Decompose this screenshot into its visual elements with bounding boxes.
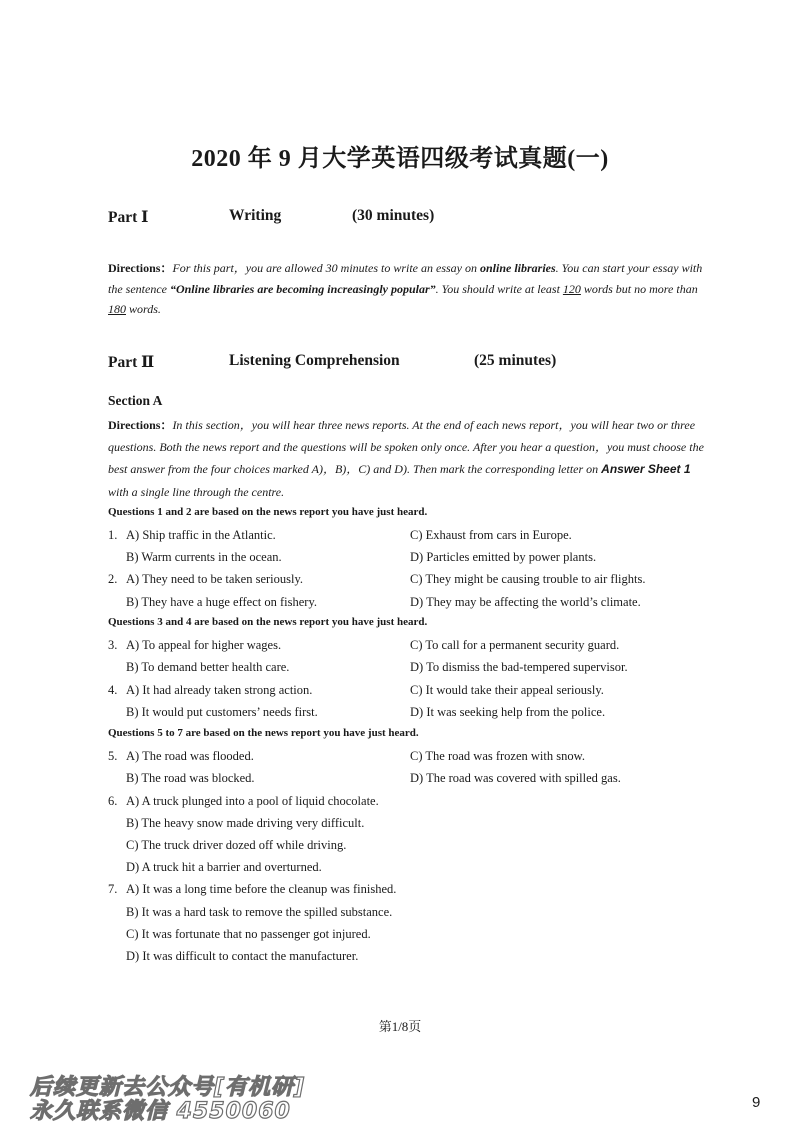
section-heading: Section A xyxy=(108,393,163,408)
option-a: A) To appeal for higher wages. xyxy=(126,638,282,652)
directions-text: For this part，you are allowed 30 minutes to write an essay on xyxy=(172,261,480,275)
part1-heading xyxy=(0,207,800,229)
question-number: 5. xyxy=(108,749,118,763)
option-d: D) A truck hit a barrier and overturned. xyxy=(126,860,322,874)
directions-text: words. xyxy=(126,302,161,316)
option-a: A) It had already taken strong action. xyxy=(126,683,313,697)
option-c: C) The truck driver dozed off while driving. xyxy=(126,838,347,852)
question-number: 7. xyxy=(108,882,118,896)
directions-text: . You should write at least xyxy=(435,281,563,296)
option-d: D) They may be affecting the world’s climate. xyxy=(410,595,641,609)
option-b: B) It was a hard task to remove the spilled substance. xyxy=(126,905,393,919)
option-c: C) They might be causing trouble to air flights. xyxy=(410,572,646,586)
question-number: 3. xyxy=(108,638,118,652)
directions-text: words but no more than xyxy=(580,281,698,296)
option-a: A) It was a long time before the cleanup was finished. xyxy=(126,882,397,896)
option-b: B) Warm currents in the ocean. xyxy=(126,550,282,564)
part2-time: (25 minutes) xyxy=(474,352,557,369)
part1-directions xyxy=(108,258,706,320)
option-b: B) It would put customers’ needs first. xyxy=(126,705,318,719)
option-c: C) It would take their appeal seriously. xyxy=(410,683,604,697)
part2-name: Listening Comprehension xyxy=(229,352,400,369)
directions-label: Directions： xyxy=(108,418,173,432)
part1-name: Writing xyxy=(229,207,282,224)
part1-time: (30 minutes) xyxy=(352,207,435,224)
option-d: D) The road was covered with spilled gas. xyxy=(410,771,621,785)
option-c: C) The road was frozen with snow. xyxy=(410,749,585,763)
option-a: A) The road was flooded. xyxy=(126,749,254,763)
option-a: A) A truck plunged into a pool of liquid chocolate. xyxy=(126,794,379,808)
question-group-header: Questions 3 and 4 are based on the news report you have just heard. xyxy=(108,616,428,628)
starting-sentence: “Online libraries are becoming increasingly popular” xyxy=(169,281,436,296)
part1-label: Part Ⅰ xyxy=(108,209,149,226)
option-a: A) Ship traffic in the Atlantic. xyxy=(126,528,276,542)
part2-label: Part Ⅱ xyxy=(108,354,155,371)
question-number: 4. xyxy=(108,683,118,697)
option-c: C) Exhaust from cars in Europe. xyxy=(410,528,572,542)
option-b: B) The heavy snow made driving very difficult. xyxy=(126,816,365,830)
watermark xyxy=(30,1076,305,1124)
option-d: D) It was difficult to contact the manufacturer. xyxy=(126,949,359,963)
essay-topic: online libraries xyxy=(479,261,556,275)
question-number: 1. xyxy=(108,528,118,542)
option-b: B) The road was blocked. xyxy=(126,771,255,785)
directions-text: . You can start your essay with the sentence xyxy=(108,261,703,296)
option-d: D) To dismiss the bad-tempered supervisor. xyxy=(410,660,628,674)
question-number: 2. xyxy=(108,572,118,586)
question-group-header: Questions 5 to 7 are based on the news report you have just heard. xyxy=(108,727,419,739)
corner-page-number: 9 xyxy=(752,1094,761,1111)
option-a: A) They need to be taken seriously. xyxy=(126,572,304,586)
option-c: C) To call for a permanent security guard. xyxy=(410,638,620,652)
part2-directions xyxy=(108,414,706,503)
page-title: 2020 年 9 月大学英语四级考试真题(一) xyxy=(191,146,609,172)
part2-heading xyxy=(0,352,800,374)
answer-sheet-name: Answer Sheet 1 xyxy=(601,462,691,477)
option-d: D) It was seeking help from the police. xyxy=(410,705,606,719)
option-b: B) To demand better health care. xyxy=(126,660,290,674)
page-number: 第1/8页 xyxy=(378,1019,422,1034)
option-c: C) It was fortunate that no passenger got injured. xyxy=(126,927,371,941)
question-number: 6. xyxy=(108,794,118,808)
min-words: 120 xyxy=(562,281,581,296)
directions-text: In this section，you will hear three news reports. At the end of each news report，you will hear two or three questions. Both the news report and the questions will be spoken only once. After you hear a question，you must choose the best answer from the four choices marked A)，B)，C) and D). Then mark the corresponding letter on xyxy=(108,418,704,477)
directions-text: with a single line through the centre. xyxy=(108,484,285,499)
max-words: 180 xyxy=(108,302,126,316)
option-d: D) Particles emitted by power plants. xyxy=(410,550,597,564)
watermark-line: 永久联系微信 4550060 xyxy=(30,1099,291,1124)
watermark-line: 后续更新去公众号[有机研] xyxy=(30,1075,306,1100)
directions-label: Directions： xyxy=(108,261,173,275)
option-b: B) They have a huge effect on fishery. xyxy=(126,595,318,609)
question-group-header: Questions 1 and 2 are based on the news report you have just heard. xyxy=(108,506,428,518)
